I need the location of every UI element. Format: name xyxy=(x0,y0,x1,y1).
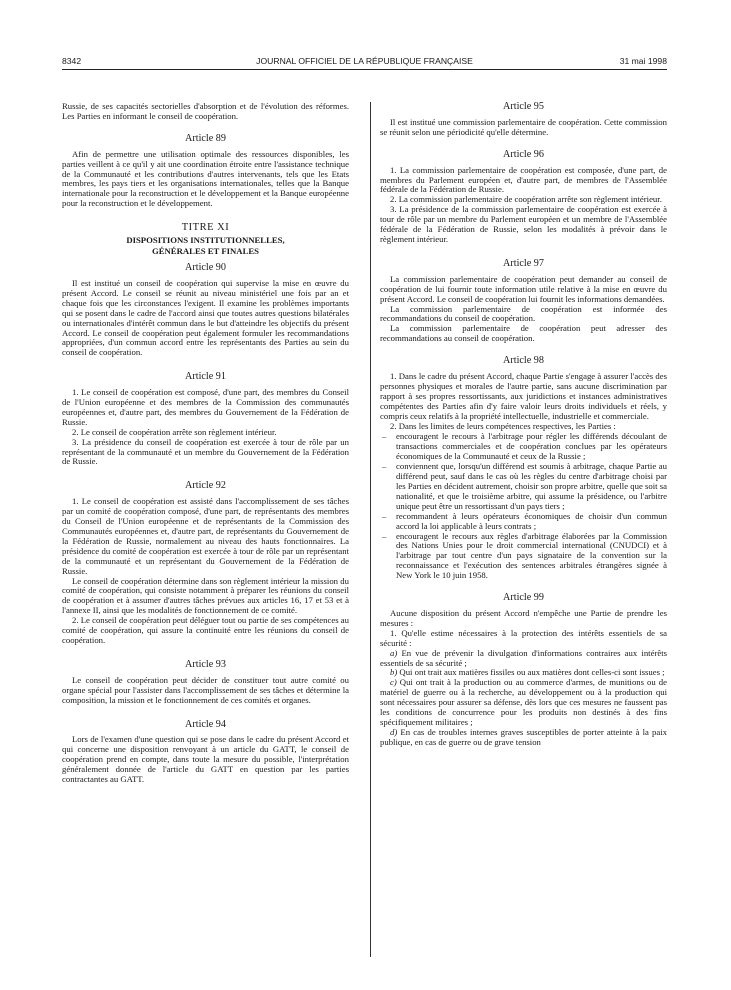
dash-list xyxy=(380,432,667,581)
article-paragraph: Lors de l'examen d'une question qui se pose dans le cadre du présent Accord et qui concerne une disposition renvoyant à un article du GATT, le conseil de coopération prend en compte, dans toute la mesure du possible, l'interprétation généralement donnée de l'article du GATT en question par les parties contractantes au GATT. xyxy=(62,734,349,785)
article-heading: Article 91 xyxy=(185,371,226,383)
lettered-clause-d xyxy=(380,728,667,748)
article-paragraph: 1. Le conseil de coopération est composé, d'une part, des membres du Conseil de l'Union européenne et des membres de la Commission des communautés européennes et, d'autre part, des membres du Gouvernement de la Fédération de Russie. xyxy=(62,387,349,427)
article-heading: Article 93 xyxy=(185,658,226,670)
article-paragraph: 2. Le conseil de coopération arrête son règlement intérieur. xyxy=(72,426,277,437)
article-93 xyxy=(62,660,349,706)
issue-date: 31 mai 1998 xyxy=(619,56,667,66)
clause-letter: b) xyxy=(390,667,398,678)
article-paragraph: 2. Dans les limites de leurs compétences respectives, les Parties : xyxy=(390,420,616,431)
article-paragraph: La commission parlementaire de coopération peut adresser des recommandations au conseil de coopération. xyxy=(380,323,667,344)
article-paragraph: La commission parlementaire de coopération peut demander au conseil de coopération de lui fournir toute information utile relative à la mise en œuvre du présent Accord. Le conseil de coopération lui fournit les informations demandées. xyxy=(380,273,667,304)
article-paragraph: Aucune disposition du présent Accord n'empêche une Partie de prendre les mesures : xyxy=(380,607,667,628)
journal-title: JOURNAL OFFICIEL DE LA RÉPUBLIQUE FRANÇAISE xyxy=(256,56,473,66)
clause-letter: d) xyxy=(390,726,398,737)
list-item: – conviennent que, lorsqu'un différend est soumis à arbitrage, chaque Partie au différend peut, sauf dans le cas où les règles du centre d'arbitrage choisi par les Parties en décident autrement, choisir son propre arbitre, quelle que soit sa nationalité, et que le troisième arbitre, qui assume la présidence, ou l'arbitre unique peut être un ressortissant d'un pays tiers ; xyxy=(380,462,667,512)
right-column xyxy=(380,102,667,748)
list-item: – encouragent le recours aux règles d'arbitrage élaborées par la Commission des Nations Unies pour le droit commercial international (CNUDCI) et à l'arbitrage par tout centre d'un pays signataire de la convention sur la reconnaissance et l'exécution des sentences arbitrales étrangères signée à New York le 10 juin 1958. xyxy=(380,532,667,582)
article-paragraph: Il est institué un conseil de coopération qui supervise la mise en œuvre du présent Accord. Le conseil se réunit au niveau ministériel une fois par an et chaque fois que les circonstances l'exigent. Il examine les problèmes importants qui se posent dans le cadre de l'accord ainsi que toutes autres questions bilatérales ou internationales d'intérêt commun dans le but d'atteindre les objectifs du présent Accord. Le conseil de coopération peut également formuler les recommandations appropriées, d'un commun accord entre les représentants des Parties au sein du conseil de coopération. xyxy=(62,277,349,358)
lettered-clause-a xyxy=(380,649,667,669)
article-89 xyxy=(62,134,349,209)
article-heading: Article 90 xyxy=(185,262,226,274)
article-heading: Article 97 xyxy=(503,257,544,269)
running-header xyxy=(62,56,667,68)
article-heading: Article 94 xyxy=(185,718,226,730)
article-paragraph: 2. Le conseil de coopération peut déléguer tout ou partie de ses compétences au comité de coopération, qui assure la continuité entre les réunions du conseil de coopération. xyxy=(62,615,349,645)
titre-subheading-line-2: GÉNÉRALES ET FINALES xyxy=(151,246,260,257)
article-paragraph: La commission parlementaire de coopération est informée des recommandations du conseil de coopération. xyxy=(380,303,667,324)
continued-paragraph: Russie, de ses capacités sectorielles d'absorption et de l'évolution des réformes. Les Parties en informant le conseil de coopération. xyxy=(62,101,349,121)
clause-text: Qui ont trait aux matières fissiles ou aux matières dont celles-ci sont issues ; xyxy=(397,667,665,678)
list-item: – encouragent le recours à l'arbitrage pour régler les différends découlant de transactions commerciales et de coopération conclues par les opérateurs économiques de la Communauté et ceux de la Russie ; xyxy=(380,432,667,462)
article-91 xyxy=(62,372,349,467)
clause-text: En vue de prévenir la divulgation d'informations contraires aux intérêts essentiels de sa sécurité ; xyxy=(380,647,667,668)
article-95 xyxy=(380,102,667,138)
clause-text: Qui ont trait à la production ou au commerce d'armes, de munitions ou de matériel de guerre ou à la recherche, au développement ou à la production qui sont nécessaires pour assurer sa défense, dès lors que ces mesures ne faussent pas les conditions de concurrence pour les produits non destinés à des fins spécifiquement militaires ; xyxy=(380,677,667,727)
page-number: 8342 xyxy=(62,56,82,66)
titre-heading: TITRE XI xyxy=(181,222,230,234)
lettered-clause-c xyxy=(380,678,667,728)
list-item: – recommandent à leurs opérateurs économiques de choisir d'un commun accord la loi applicable à leurs contrats ; xyxy=(380,512,667,532)
article-96 xyxy=(380,150,667,245)
titre-subheading xyxy=(62,235,349,257)
article-paragraph: Afin de permettre une utilisation optimale des ressources disponibles, les parties veillent à ce qu'il y ait une coordination étroite entre l'assistance technique de la Communauté et les contributions d'autres intervenants, tels que les Etats membres, les pays tiers et les organisations internationales, telles que la Banque internationale pour la reconstruction et le développement et la Banque européenne pour la reconstruction et le développement. xyxy=(62,148,349,209)
header-rule xyxy=(62,69,667,70)
article-heading: Article 89 xyxy=(185,132,226,144)
article-paragraph: 1. Le conseil de coopération est assisté dans l'accomplissement de ses tâches par un comité de coopération composé, d'une part, de représentants des membres du Conseil de l'Union européenne et de représentants de la Commission des Communautés européennes et, d'autre part, de représentants du Gouvernement de la Fédération de Russie, normalement au niveau des hauts fonctionnaires. La présidence du comité de coopération est exercée à tour de rôle par un représentant de la communauté et un représentant du Gouvernement de la Fédération de Russie. xyxy=(62,496,349,576)
article-heading: Article 92 xyxy=(185,480,226,492)
article-90 xyxy=(62,263,349,358)
clause-letter: a) xyxy=(390,647,398,658)
article-94 xyxy=(62,720,349,785)
article-98 xyxy=(380,356,667,581)
article-paragraph: Le conseil de coopération peut décider de constituer tout autre comité ou organe spécial pour l'assister dans l'accomplissement de ses tâches et détermine la composition, la mission et le fonctionnement de ces comités et organes. xyxy=(62,674,349,705)
article-paragraph: 2. La commission parlementaire de coopération arrête son règlement intérieur. xyxy=(390,194,662,205)
article-97 xyxy=(380,259,667,344)
article-paragraph: 1. Qu'elle estime nécessaires à la protection des intérêts essentiels de sa sécurité : xyxy=(380,627,667,648)
column-divider xyxy=(370,102,371,957)
article-paragraph: 1. Dans le cadre du présent Accord, chaque Partie s'engage à assurer l'accès des personnes physiques et morales de l'autre partie, sans aucune discrimination par rapport à ses propres ressortissants, aux juridictions et instances administratives compétentes des Parties afin d'y faire valoir leurs droits individuels et réels, y compris ceux relatifs à la propriété intellectuelle, industrielle et commerciale. xyxy=(380,371,667,421)
article-92 xyxy=(62,481,349,646)
article-heading: Article 95 xyxy=(503,101,544,112)
article-heading: Article 98 xyxy=(503,355,544,367)
article-paragraph: 1. La commission parlementaire de coopération est composée, d'une part, de membres du Parlement européen et, d'autre part, de membres de l'Assemblée fédérale de la Fédération de Russie. xyxy=(380,164,667,195)
article-heading: Article 96 xyxy=(503,148,544,160)
article-heading: Article 99 xyxy=(503,592,544,604)
article-paragraph: Il est institué une commission parlementaire de coopération. Cette commission se réunit selon une périodicité qu'elle détermine. xyxy=(380,116,667,137)
left-column xyxy=(62,102,349,785)
article-99 xyxy=(380,593,667,748)
article-paragraph: 3. La présidence du conseil de coopération est exercée à tour de rôle par un représentant de la communauté et un membre du Gouvernement de la Fédération de Russie. xyxy=(62,436,349,467)
article-paragraph: 3. La présidence de la commission parlementaire de coopération est exercée à tour de rôle par un membre du Parlement européen et un membre de l'Assemblée fédérale de la Fédération de Russie, selon les modalités à prévoir dans le règlement intérieur. xyxy=(380,204,667,244)
titre-subheading-line-1: DISPOSITIONS INSTITUTIONNELLES, xyxy=(126,235,285,246)
clause-text: En cas de troubles internes graves susceptibles de porter atteinte à la paix publique, en cas de guerre ou de grave tension xyxy=(380,726,667,747)
clause-letter: c) xyxy=(390,677,397,688)
article-paragraph: Le conseil de coopération détermine dans son règlement intérieur la mission du comité de coopération, qui consiste notamment à préparer les réunions du conseil de coopération et à assumer d'autres tâches prévues aux articles 16, 17 et 53 et à l'annexe II, ainsi que les modalités de fonctionnement de ce comité. xyxy=(62,575,349,616)
